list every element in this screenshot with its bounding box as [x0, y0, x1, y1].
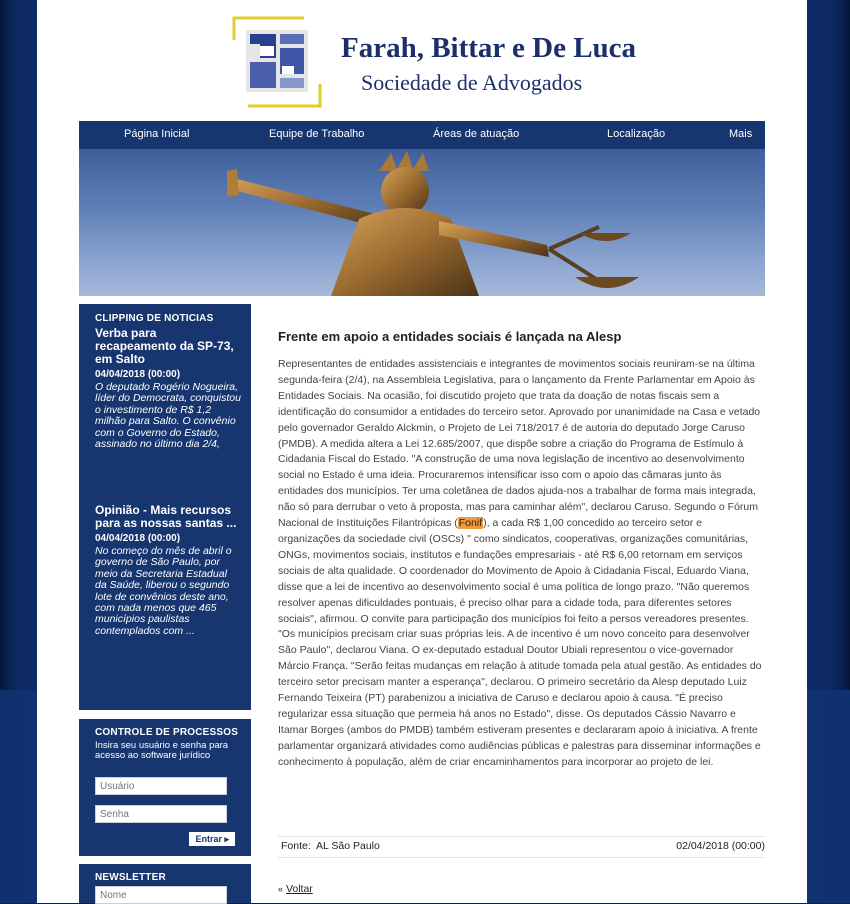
main-nav — [79, 121, 765, 150]
article-title: Frente em apoio a entidades sociais é lançada na Alesp — [278, 329, 622, 344]
password-input[interactable] — [95, 805, 227, 823]
clipping-box — [79, 304, 251, 710]
username-input[interactable] — [95, 777, 227, 795]
clipping-heading: CLIPPING DE NOTICIAS — [95, 313, 214, 324]
back-arrow-icon: « — [278, 884, 284, 894]
nav-item-localizacao[interactable]: Localização — [607, 128, 666, 140]
nav-item-mais[interactable]: Mais — [729, 128, 753, 140]
page-container — [37, 0, 807, 903]
news-item[interactable] — [95, 327, 241, 450]
nav-item-areas[interactable]: Áreas de atuação — [433, 128, 520, 140]
back-link-wrapper — [278, 883, 313, 895]
news-summary: No começo do mês de abril o governo de São Paulo, por meio da Secretaria Estadual da Saúde, liberou o segundo lote de convênios deste ano, com nada menos que 465 municípios paulistas contemplados com ... — [95, 545, 232, 637]
login-box — [79, 719, 251, 856]
brand-subtitle: Sociedade de Advogados — [361, 70, 583, 95]
banner-image — [79, 149, 765, 296]
news-date: 04/04/2018 (00:00) — [95, 533, 181, 544]
login-button[interactable]: Entrar ▸ — [189, 832, 235, 846]
highlighted-term: Fonif — [458, 517, 483, 530]
newsletter-box — [79, 864, 251, 903]
newsletter-name-input[interactable] — [95, 886, 227, 904]
news-title[interactable]: Verba para recapeamento da SP-73, em Salto — [95, 326, 234, 366]
back-link[interactable]: Voltar — [285, 883, 313, 895]
article-date: 02/04/2018 (00:00) — [676, 840, 765, 852]
news-summary: O deputado Rogério Nogueira, líder do Democrata, conquistou o investimento de R$ 1,2 milhão para Salto. O convênio com o Governo do Estado, assinado no último dia 2/4, — [95, 381, 241, 451]
news-item[interactable] — [95, 504, 241, 637]
source-name: AL São Paulo — [316, 840, 380, 852]
source-label: Fonte: — [281, 840, 311, 852]
article-body — [278, 357, 765, 771]
brand-title: Farah, Bittar e De Luca — [341, 32, 637, 64]
news-date: 04/04/2018 (00:00) — [95, 369, 181, 380]
newsletter-heading: NEWSLETTER — [95, 872, 166, 883]
article-text: ), a cada R$ 1,00 concedido ao terceiro setor e organizações da sociedade civil (OSCs) " como sindicatos, cooperativas, organizações comunitárias, ONGs, movimentos sociais, institutos e fundações empresariais - até R$ 6,00 retornam em serviços sociais de alta qualidade. O coordenador do Movimento de Apoio à Cidadania Fiscal, Eduardo Viana, disse que a lei de incentivo ao desenvolvimento social é uma política de longo prazo. "Não queremos resolver apenas dificuldades pontuais, é preciso olhar para a cidade toda, para diferentes setores sociais", afirmou. O convite para participação dos municípios foi feito a persos vereadores presentes. "Os municípios precisam criar suas próprias leis. A de incentivo é um novo conceito para desenvolver São Paulo", declarou Viana. O ex-deputado estadual Doutor Ubiali representou o vice-governador Márcio França. "Serão feitas mudanças em relação à atitude tomada pela atual gestão. As entidades do terceiro setor precisam manter a esperança", declarou. O primeiro secretário da Alesp deputado Luiz Fernando Teixeira (PT) parabenizou a iniciativa de Caruso e declarou apoio à causa. "É preciso regularizar essa situação que permeia há anos no Estado", disse. Os deputados Cássio Navarro e Itamar Borges (ambos do PMDB) também estiveram presentes e declararam apoio à iniciativa. A frente parlamentar organizará atividades como audiências públicas e palestras para disseminar informações e conhecimento à população, além de criar encaminhamentos para incorporar ao projeto de lei. — [278, 517, 762, 768]
article-source-bar — [278, 836, 765, 858]
login-description: Insira seu usuário e senha para acesso ao software jurídico — [95, 740, 229, 761]
justice-statue-icon — [79, 149, 765, 296]
login-heading: CONTROLE DE PROCESSOS — [95, 727, 239, 738]
law-firm-logo-icon — [232, 16, 322, 108]
news-title[interactable]: Opinião - Mais recursos para as nossas santas ... — [95, 503, 237, 530]
article-text: Representantes de entidades assistenciais e integrantes de movimentos sociais reuniram-se na última segunda-feira (2/4), na Assembleia Legislativa, para o lançamento da Frente Parlamentar em Apoio às Entidades Sociais. Na ocasião, foi discutido projeto que trata da doação de notas fiscais sem a identificação do consumidor a entidades do terceiro setor. Aprovado por unanimidade na Casa e vetado pelo governador Geraldo Alckmin, o Projeto de Lei 718/2017 é de autoria do deputado Jorge Caruso (PMDB). A medida altera a Lei 12.685/2007, que dispõe sobre a criação do Programa de Estímulo à Cidadania Fiscal do Estado. "A construção de uma nova legislação de incentivo ao desenvolvimento social no Estado é uma ideia. Procuraremos intensificar isso com o apoio das câmaras junto às entidades dos municípios. Ter uma coletânea de dados ajuda-nos a trabalhar de forma mais integrada, não só para derrubar o veto à proposta, mas para caminhar além", declarou Caruso. Segundo o Fórum Nacional de Instituições Filantrópicas ( — [278, 358, 761, 530]
nav-item-pagina-inicial[interactable]: Página Inicial — [124, 128, 190, 140]
nav-item-equipe[interactable]: Equipe de Trabalho — [269, 128, 365, 140]
